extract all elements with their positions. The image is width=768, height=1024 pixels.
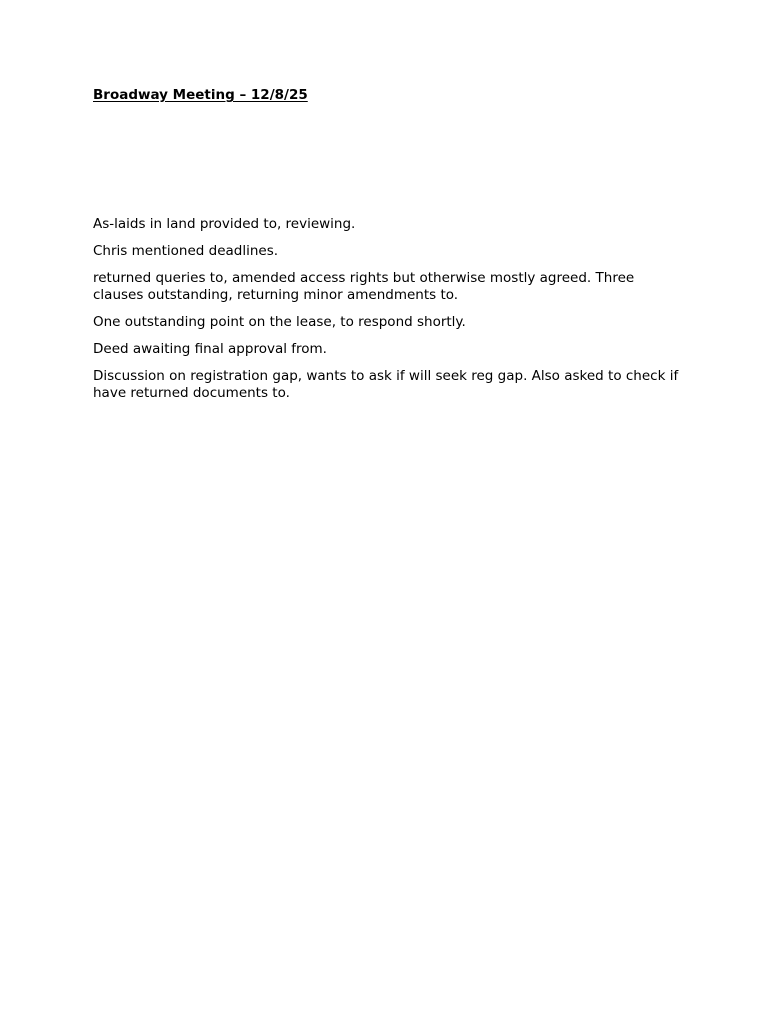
note-paragraph: Deed awaiting final approval from. <box>93 341 327 357</box>
note-paragraph: One outstanding point on the lease, to respond shortly. <box>93 314 466 330</box>
note-paragraph: returned queries to, amended access rights but otherwise mostly agreed. Three clauses outstanding, returning minor amendments to. <box>93 270 635 303</box>
note-paragraph: Chris mentioned deadlines. <box>93 243 279 259</box>
note-paragraph: Discussion on registration gap, wants to ask if will seek reg gap. Also asked to check if have returned documents to. <box>93 368 679 401</box>
document-title: Broadway Meeting – 12/8/25 <box>93 87 308 103</box>
note-paragraph: As-laids in land provided to, reviewing. <box>93 216 356 232</box>
meeting-notes <box>93 216 683 412</box>
